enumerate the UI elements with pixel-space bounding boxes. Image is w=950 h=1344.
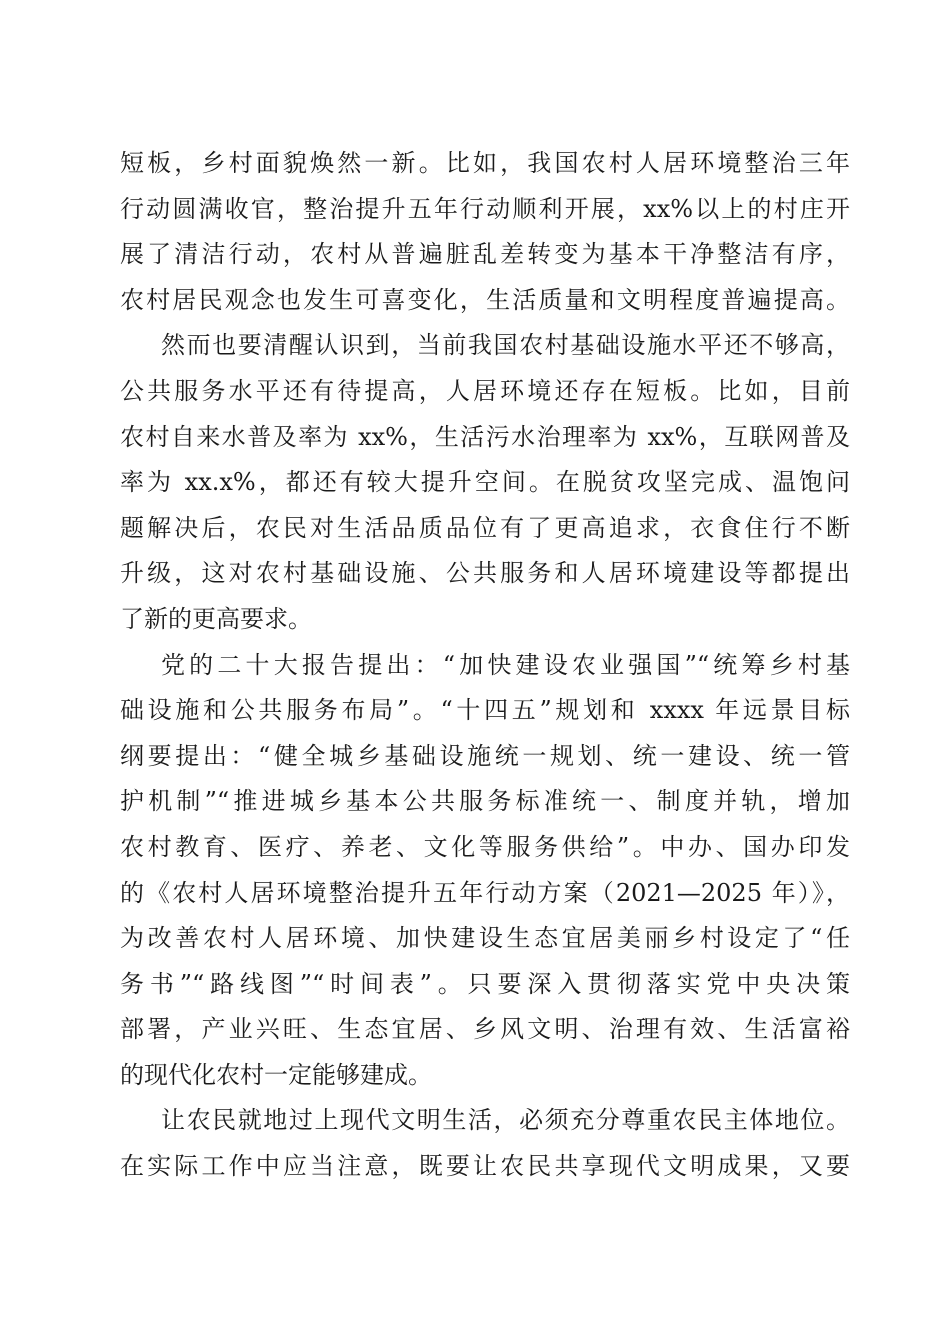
text-line: 率为 xx.x%，都还有较大提升空间。在脱贫攻坚完成、温饱问	[120, 468, 850, 497]
text-line: 题解决后，农民对生活品质品位有了更高追求，衣食住行不断	[120, 513, 850, 542]
text-line: 纲要提出：“健全城乡基础设施统一规划、统一建设、统一管	[120, 741, 850, 770]
text-line: 行动圆满收官，整治提升五年行动顺利开展，xx%以上的村庄开	[120, 194, 850, 223]
text-line: 然而也要清醒认识到，当前我国农村基础设施水平还不够高，	[161, 331, 850, 360]
text-line: 的《农村人居环境整治提升五年行动方案（2021—2025 年）》，	[120, 878, 850, 907]
text-line: 党的二十大报告提出：“加快建设农业强国”“统筹乡村基	[161, 650, 850, 679]
text-line: 部署，产业兴旺、生态宜居、乡风文明、治理有效、生活富裕	[120, 1015, 850, 1044]
document-body	[120, 141, 850, 1190]
paragraph-4	[120, 1098, 850, 1189]
text-line: 公共服务水平还有待提高，人居环境还存在短板。比如，目前	[120, 376, 850, 405]
text-line: 让农民就地过上现代文明生活，必须充分尊重农民主体地位。	[161, 1106, 850, 1135]
paragraph-3	[120, 643, 850, 1099]
text-line: 在实际工作中应当注意，既要让农民共享现代文明成果，又要	[120, 1152, 850, 1181]
paragraph-2	[120, 323, 850, 642]
text-line: 短板，乡村面貌焕然一新。比如，我国农村人居环境整治三年	[120, 149, 850, 177]
text-line: 础设施和公共服务布局”。“十四五”规划和 xxxx 年远景目标	[120, 696, 850, 725]
text-line: 务书”“路线图”“时间表”。只要深入贯彻落实党中央决策	[120, 969, 850, 998]
text-line: 农村自来水普及率为 xx%，生活污水治理率为 xx%，互联网普及	[120, 422, 850, 451]
text-line: 护机制”“推进城乡基本公共服务标准统一、制度并轨，增加	[120, 787, 850, 816]
text-line: 为改善农村人居环境、加快建设生态宜居美丽乡村设定了“任	[120, 924, 850, 953]
text-line: 了新的更高要求。	[120, 604, 312, 633]
text-line: 的现代化农村一定能够建成。	[120, 1060, 432, 1089]
paragraph-1	[120, 141, 850, 323]
text-line: 农村居民观念也发生可喜变化，生活质量和文明程度普遍提高。	[120, 285, 850, 314]
text-line: 升级，这对农村基础设施、公共服务和人居环境建设等都提出	[120, 559, 850, 588]
text-line: 展了清洁行动，农村从普遍脏乱差转变为基本干净整洁有序，	[120, 240, 850, 269]
text-line: 农村教育、医疗、养老、文化等服务供给”。中办、国办印发	[120, 832, 850, 861]
